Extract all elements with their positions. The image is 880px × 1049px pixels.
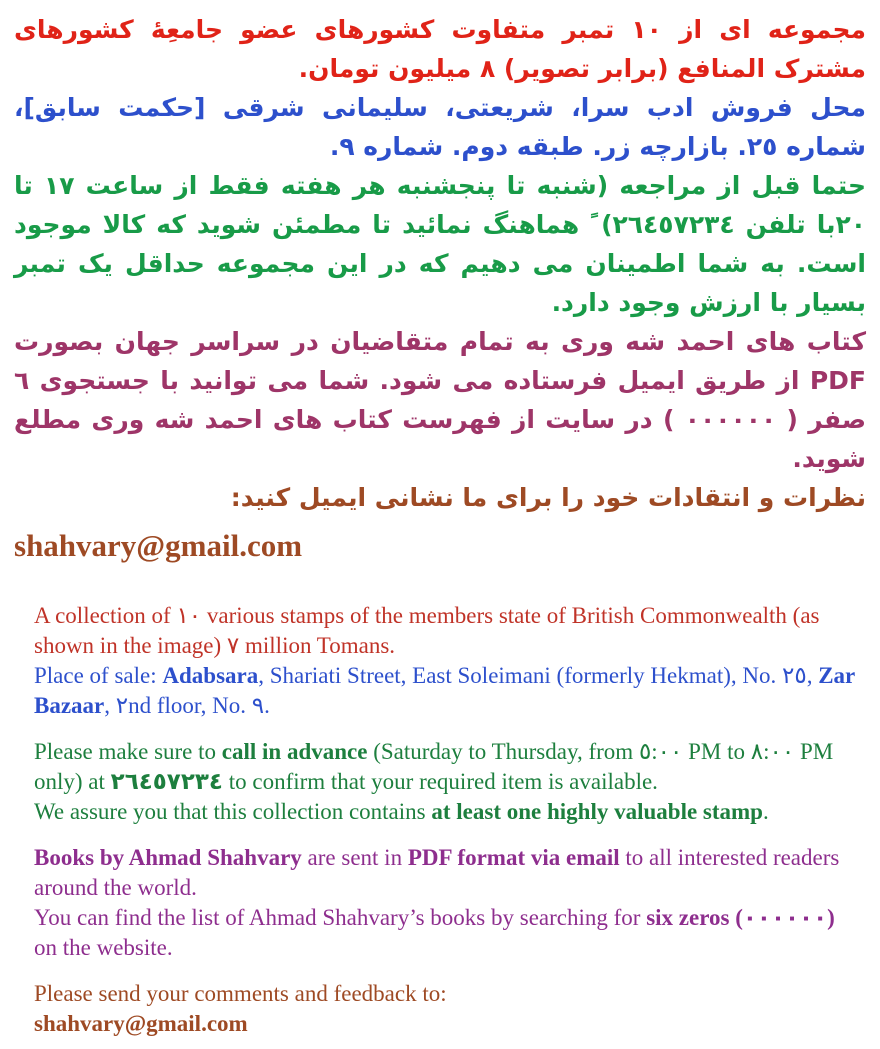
- en-books-suffix: to all interested readers around the world.: [34, 845, 840, 900]
- en-call-in-advance-text: [34, 737, 856, 797]
- en-assurance-prefix: We assure you that this collection contains: [34, 799, 432, 824]
- en-phone-number: ٢٦٤٥٧٢٣٤: [110, 769, 223, 794]
- en-call-prefix: Please make sure to: [34, 739, 222, 764]
- en-feedback-text: Please send your comments and feedback to:: [34, 981, 447, 1006]
- en-offer-group: [34, 601, 856, 721]
- en-call-suffix: to confirm that your required item is available.: [222, 769, 658, 794]
- fa-place-of-sale-text: محل فروش ادب سرا، شریعتی، سلیمانی شرقی [حکمت سابق]، شماره ٢٥. بازارچه زر. طبقه دوم. شماره ٩.: [14, 93, 866, 161]
- en-books-group: [34, 843, 856, 963]
- en-books-author-bold: Books by Ahmad Shahvary: [34, 845, 302, 870]
- en-search-suffix: on the website.: [34, 935, 173, 960]
- en-collection-text: A collection of ١٠ various stamps of the members state of British Commonwealth (as shown in the image) ٧ million Tomans.: [34, 603, 820, 658]
- en-call-middle: (Saturday to Thursday, from ٥:٠٠ PM to ٨:٠٠ PM only) at: [34, 739, 834, 794]
- en-books-format-bold: PDF format via email: [407, 845, 620, 870]
- fa-email-address: shahvary@gmail.com: [14, 528, 303, 563]
- en-place-suffix: , ٢nd floor, No. ٩.: [104, 693, 270, 718]
- en-feedback-group: [34, 979, 856, 1039]
- fa-books-pdf-text: کتاب های احمد شه وری به تمام متقاضیان در سراسر جهان بصورت PDF از طریق ایمیل فرستاده می شود. شما می توانید با جستجوی ٦ صفر ( ٠٠٠٠٠٠ ) در سایت از فهرست کتاب های احمد شه وری مطلع شوید.: [14, 327, 866, 473]
- en-email-address: shahvary@gmail.com: [34, 1011, 248, 1036]
- english-section: [14, 601, 866, 1039]
- en-place-prefix: Place of sale:: [34, 663, 163, 688]
- en-books-pdf-text: [34, 843, 856, 903]
- en-place-of-sale-text: [34, 661, 856, 721]
- fa-feedback-text: نظرات و انتقادات خود را برای ما نشانی ایمیل کنید:: [230, 483, 866, 512]
- fa-collection-text: مجموعه ای از ١٠ تمبر متفاوت کشورهای عضو جامعِۀ کشورهای مشترک المنافع (برابر تصویر) ٨ میلیون تومان.: [14, 15, 866, 83]
- en-search-zeros-bold: six zeros (٠٠٠٠٠٠): [646, 905, 835, 930]
- en-place-bazaar-name: Zar Bazaar: [34, 663, 855, 718]
- en-assurance-suffix: .: [762, 799, 769, 824]
- fa-call-in-advance-text: حتما قبل از مراجعه (شنبه تا پنجشنبه هر هفته فقط از ساعت ١٧ تا ٢٠با تلفن ٢٦٤٥٧٢٣٤) ً هماهنگ نمائید تا مطمئن شوید که کالا موجود است. به شما اطمینان می دهیم که در این مجموعه حداقل یک تمبر بسیار با ارزش وجود دارد.: [14, 171, 867, 317]
- en-search-text: [34, 903, 856, 963]
- persian-section: [14, 10, 866, 565]
- en-assurance-bold: at least one highly valuable stamp: [431, 799, 763, 824]
- en-call-group: [34, 737, 856, 827]
- en-books-middle: are sent in: [301, 845, 408, 870]
- en-place-shop-name: Adabsara: [162, 663, 259, 688]
- en-assurance-text: [34, 797, 856, 827]
- en-call-bold: call in advance: [221, 739, 368, 764]
- en-place-middle: , Shariati Street, East Soleimani (formerly Hekmat), No. ٢٥,: [258, 663, 819, 688]
- en-search-prefix: You can find the list of Ahmad Shahvary’s books by searching for: [34, 905, 647, 930]
